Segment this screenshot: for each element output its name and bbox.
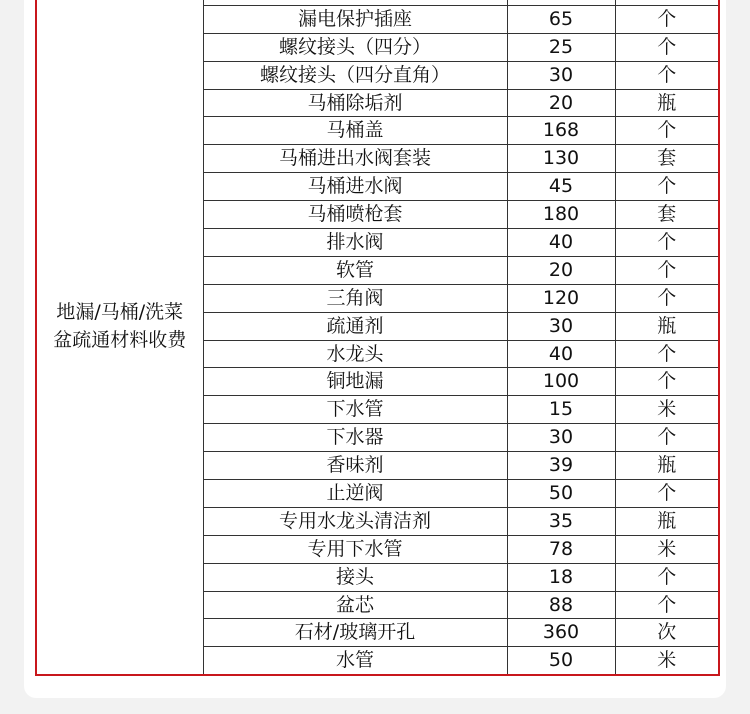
item-price-cell: 40 (507, 229, 615, 257)
item-price-cell: 35 (507, 507, 615, 535)
item-name-cell: 下水管 (203, 396, 507, 424)
item-price-cell: 50 (507, 480, 615, 508)
item-name-cell: 专用下水管 (203, 535, 507, 563)
item-price-cell: 30 (507, 61, 615, 89)
item-price-cell: 100 (507, 368, 615, 396)
item-name-cell: 马桶除垢剂 (203, 89, 507, 117)
item-name-cell: 三角阀 (203, 284, 507, 312)
item-unit-cell: 个 (615, 117, 718, 145)
item-price-cell: 20 (507, 89, 615, 117)
item-price-cell: 130 (507, 145, 615, 173)
item-unit-cell: 次 (615, 619, 718, 647)
item-price-cell: 50 (507, 647, 615, 674)
item-name-cell: 专用水龙头清洁剂 (203, 507, 507, 535)
item-unit-cell: 瓶 (615, 507, 718, 535)
item-unit-cell: 瓶 (615, 312, 718, 340)
item-unit-cell: 个 (615, 480, 718, 508)
item-price-cell: 65 (507, 5, 615, 33)
item-price-cell: 30 (507, 424, 615, 452)
item-name-cell: 软管 (203, 256, 507, 284)
item-name-cell: 马桶盖 (203, 117, 507, 145)
item-price-cell: 39 (507, 452, 615, 480)
item-name-cell: 石材/玻璃开孔 (203, 619, 507, 647)
item-price-cell: 168 (507, 117, 615, 145)
item-unit-cell: 个 (615, 368, 718, 396)
item-price-cell: 78 (507, 535, 615, 563)
item-name-cell: 排水阀 (203, 229, 507, 257)
item-price-cell: 360 (507, 619, 615, 647)
item-unit-cell: 米 (615, 535, 718, 563)
item-name-cell: 下水器 (203, 424, 507, 452)
item-name-cell: 香味剂 (203, 452, 507, 480)
price-table (37, 0, 718, 674)
item-name-cell: 马桶进水阀 (203, 173, 507, 201)
item-unit-cell: 个 (615, 173, 718, 201)
item-price-cell: 18 (507, 563, 615, 591)
item-unit-cell: 个 (615, 563, 718, 591)
price-table-body (37, 0, 718, 674)
item-name-cell: 盆芯 (203, 591, 507, 619)
item-name-cell: 疏通剂 (203, 312, 507, 340)
price-table-frame (35, 0, 720, 676)
item-unit-cell: 瓶 (615, 452, 718, 480)
item-unit-cell: 个 (615, 340, 718, 368)
item-name-cell: 水管 (203, 647, 507, 674)
item-unit-cell: 套 (615, 201, 718, 229)
item-unit-cell: 瓶 (615, 89, 718, 117)
item-unit-cell: 个 (615, 424, 718, 452)
item-name-cell: 接头 (203, 563, 507, 591)
item-unit-cell: 个 (615, 229, 718, 257)
item-name-cell: 马桶喷枪套 (203, 201, 507, 229)
item-unit-cell: 米 (615, 647, 718, 674)
item-price-cell: 88 (507, 591, 615, 619)
item-name-cell: 螺纹接头（四分） (203, 33, 507, 61)
item-price-cell: 25 (507, 33, 615, 61)
item-unit-cell: 个 (615, 284, 718, 312)
item-price-cell: 20 (507, 256, 615, 284)
item-unit-cell: 个 (615, 5, 718, 33)
item-price-cell: 120 (507, 284, 615, 312)
item-price-cell: 180 (507, 201, 615, 229)
item-unit-cell: 个 (615, 256, 718, 284)
item-name-cell: 螺纹接头（四分直角） (203, 61, 507, 89)
category-cell: 地漏/马桶/洗菜盆疏通材料收费 (37, 0, 203, 674)
item-name-cell: 马桶进出水阀套装 (203, 145, 507, 173)
item-name-cell: 水龙头 (203, 340, 507, 368)
item-price-cell: 15 (507, 396, 615, 424)
item-unit-cell: 套 (615, 145, 718, 173)
item-name-cell: 漏电保护插座 (203, 5, 507, 33)
item-price-cell: 40 (507, 340, 615, 368)
item-name-cell: 止逆阀 (203, 480, 507, 508)
item-price-cell: 45 (507, 173, 615, 201)
item-unit-cell: 个 (615, 591, 718, 619)
item-unit-cell: 个 (615, 61, 718, 89)
item-unit-cell: 个 (615, 33, 718, 61)
item-name-cell: 铜地漏 (203, 368, 507, 396)
item-unit-cell: 米 (615, 396, 718, 424)
item-price-cell: 30 (507, 312, 615, 340)
